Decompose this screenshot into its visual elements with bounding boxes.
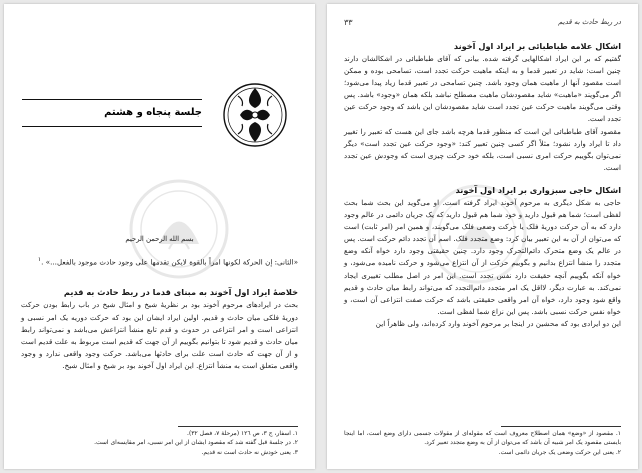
- footnote: ٢. یعنی این حرکت وضعی یک جریان دائمی است.: [498, 448, 621, 456]
- footnote-rule: [178, 426, 298, 427]
- footnote: ١. مقصود از «وضع» همان اصطلاح معروف است که مقوله‌ای از مقولات جسمی دارای وضع است، اما اینجا بایستی مقصود یک امر شبیه آن باشد که می‌توان از آن به وضع متجدد تعبیر کرد.: [344, 430, 621, 447]
- left-footnotes: [21, 429, 298, 457]
- right-page: [327, 4, 638, 469]
- floral-ornament-icon: [218, 78, 292, 152]
- footnote: ٢. در جلسهٔ قبل گفته شد که مقصود ایشان از این امر نسبی، امر مقایسه‌ای است.: [94, 439, 298, 447]
- paragraph: گفتیم که بر این ایراد اشکالهایی گرفته شده. بیانی که آقای طباطبائی در اشکالشان دارند چنین است: شاید در تعبیر قدما و به اینکه ماهیت حرکت تجدد است، تسامحی بوده و ممکن است مقصود آنها از ماهیت همان وجود باشد. چنین تسامحی در تعبیر قدما زیاد پیدا می‌شود؛ اگر می‌گویند «ماهیت» شاید مقصودشان ماهیت مصطلح نباشد بلکه همان «وجود» باشد. پس وقتی می‌گویند ماهیت حرکت عین تجدد است شاید مقصودشان این باشد که وجود حرکت عین تجدد است.: [344, 54, 621, 124]
- right-body: [344, 40, 621, 330]
- summary-paragraph: بحث در ایرادهای مرحوم آخوند بود بر نظریهٔ شیخ و امثال شیخ در باب رابط بودن حرکت دوریهٔ فلکی میان حادث و قدیم. اولین ایراد ایشان این بود که حرکت دوریه یک امر نسبی و انتزاعی است و امر انتزاعی در حدوث و قدم تابع منشأ انتزاعش می‌باشد و نمی‌تواند رابط میان حادث و قدیم شود تا بتوانیم بگوییم از آن جهت که قدیم است مربوط به علت قدیم است و از آن جهت که حادث است علت برای حادثها می‌باشد. حرکت وجود واقعی ندارد و وجود واقعی متعلق است به منشأ انتزاع. این ایراد اول آخوند بود بر شیخ و امثال شیخ.: [21, 300, 298, 370]
- left-body: [21, 254, 298, 372]
- footnote: ١. اسفار، ج ٣، ص ١٢٦ (مرحلهٔ ٧، فصل ٣٢).: [187, 430, 298, 437]
- arabic-quote: «الثانی: إن الحركة لكونها امراً بالقوة لايكن تقدمها على وجود حادث موجود بالفعل...» .$^١$: [37, 256, 298, 267]
- running-head: در ربط حادث به قدیم: [558, 18, 621, 26]
- section-heading: اشکال حاجی سبزواری بر ایراد اول آخوند: [455, 184, 621, 195]
- left-page: [4, 4, 315, 469]
- bismillah: بسم الله الرحمن الرحيم: [125, 235, 194, 243]
- paragraph: حاجی به شکل دیگری به مرحوم آخوند ایراد گرفته است. او می‌گوید این بحث شما بحث لفظی است؛ شما هم قبول دارید و خود شما هم قبول دارید که یک جریان دائمی در عالم وجود دارد که به آن حرکت دوریهٔ فلک یا حرکت وضعی فلک می‌گویند، و همین امر (امر ثابت) است که می‌توان از آن به این تعبیر بیان کرد: وضع متجدد فلک. اسم آن تجدد دائم حرکت است. پس در عالم یک وضع متحرک دائم‌التحرک وجود دارد. چنین حقیقتی وجود دارد خواه آنکه وضع متجدد را منشأ انتزاع بدانیم و بگوییم حرکت از آن انتزاع می‌شود و حرکت نامیده می‌شود، و خواه آنکه بگوییم آنچه حقیقت دارد نفس تجدد است. این امر در اصل مطلب تغییری ایجاد نمی‌کند. به عبارت دیگر، لااقل یک امر متجدد دائم‌التجدد که می‌تواند رابط میان حادث و قدیم واقع شود وجود دارد، خواه آن امر واقعی حقیقتی باشد که حرکت صفت انتزاعی آن است، و خواه نفس حرکت نسبی باشد. پس این نزاع شما لفظی است.: [344, 197, 621, 316]
- footnote-rule: [501, 426, 621, 427]
- section-heading: اشکال علامه طباطبائی بر ایراد اول آخوند: [453, 41, 621, 51]
- page-header: [344, 18, 621, 30]
- footnote: ٣. یعنی خودش نه حادث است نه قدیم.: [201, 448, 298, 456]
- page-number: ٣٣: [344, 18, 353, 27]
- right-footnotes: [344, 429, 621, 457]
- paragraph: مقصود آقای طباطبائی این است که منظور قدما هرچه باشد جای این هست که تعبیر را تغییر داد تا ایراد وارد نشود؛ مثلاً اگر کسی چنین تعبیر کند: «وجود حرکت عین تجدد است» دیگر نمی‌توان بگوییم حرکت امری نسبی است، بلکه خود حرکت چیزی است که وجودش عین تجدد است.: [344, 126, 621, 172]
- chapter-title: جلسة پنجاه و هشتم: [22, 99, 202, 127]
- footnote-marker: ١: [37, 256, 42, 263]
- summary-heading: خلاصهٔ ایراد اول آخوند به مبنای قدما در ربط حادث به قدیم: [63, 287, 298, 298]
- paragraph: این دو ایرادی بود که محشین در اینجا بر مرحوم آخوند وارد کرده‌اند، ولی ظاهراً این: [375, 318, 621, 328]
